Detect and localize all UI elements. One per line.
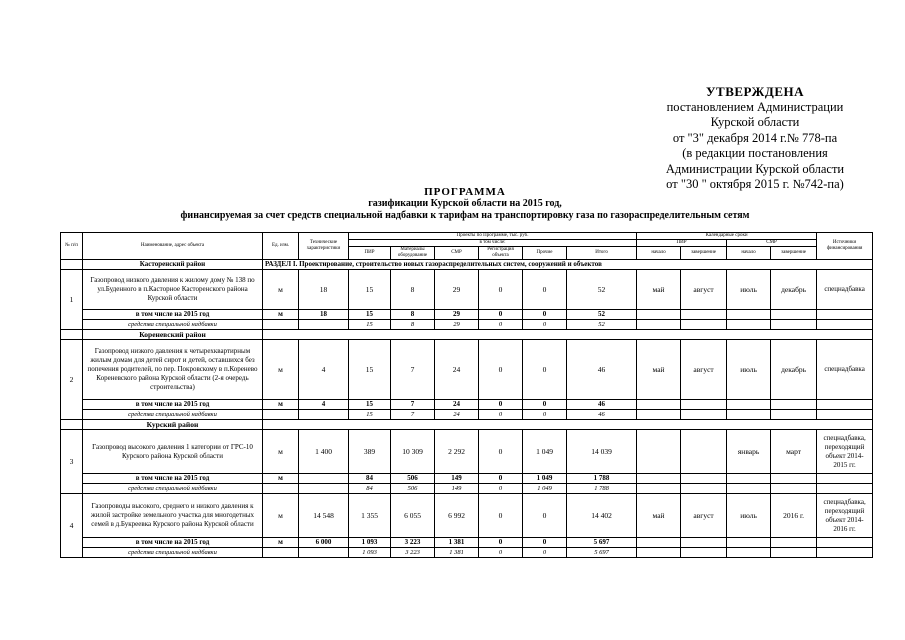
cell-equip: 506 [391,484,435,494]
district-heading: Касторенский район [83,260,263,270]
table-header [61,233,873,260]
cell-unit: м [263,340,299,400]
cell-smr-end: 2016 г. [771,494,817,538]
approval-line: постановлением Администрации [666,99,844,114]
cell-pir-end: август [681,494,727,538]
header-cost: Проекты по Программе, тыс. руб. [349,233,637,240]
cell-unit: м [263,474,299,484]
approval-title: УТВЕРЖДЕНА [705,84,804,99]
cell-total: 52 [567,320,637,330]
cell-other: 0 [523,320,567,330]
header-name: Наименование, адрес объекта [83,233,263,260]
district-heading: Кореневский район [83,330,263,340]
cell-unit: м [263,430,299,474]
cell-pir: 389 [349,430,391,474]
cell-pir: 84 [349,474,391,484]
header-total: Итого [567,247,637,260]
cell-smr: 24 [435,400,479,410]
approval-line: (в редакции постановления [682,146,828,160]
cell-equip: 8 [391,320,435,330]
cell-reg: 0 [479,474,523,484]
cell-pir: 15 [349,320,391,330]
cell-smr: 29 [435,270,479,310]
cell-other: 0 [523,310,567,320]
cell-tech: 1 400 [299,430,349,474]
cell-pir: 15 [349,410,391,420]
row-num: 1 [61,270,83,330]
cell-reg: 0 [479,400,523,410]
object-name: Газопровод низкого давления к жилому дому № 138 по ул.Буденного в п.Касторное Касторенского района Курской области [83,270,263,310]
program-subtitle: газификации Курской области на 2015 год, [368,198,562,209]
header-num: № п/п [61,233,83,260]
cell-equip: 506 [391,474,435,484]
table-row [61,430,873,474]
cell-other: 1 049 [523,430,567,474]
special-label: средства специальной надбавки [83,548,263,558]
cell-smr-start: июль [727,494,771,538]
cell-total: 46 [567,400,637,410]
cell-smr-start: июль [727,270,771,310]
cell-reg: 0 [479,538,523,548]
cell-total: 46 [567,340,637,400]
section-heading: РАЗДЕЛ I. Проектирование, строительство новых газораспределительных систем, сооружений и объектов [263,260,873,270]
header-calendar: Календарные сроки [637,233,817,240]
cell-pir: 1 093 [349,548,391,558]
special-label: средства специальной надбавки [83,410,263,420]
program-subtitle: финансируемая за счет средств специальной надбавки к тарифам на транспортировку газа по газораспределительным сетям [180,210,750,221]
cell-other: 0 [523,340,567,400]
cell-total: 1 788 [567,484,637,494]
cell-total: 14 402 [567,494,637,538]
cell-unit: м [263,494,299,538]
cell-pir-end [681,430,727,474]
header-cal-smr: СМР [727,240,817,247]
header-tech: Технические характеристики [299,233,349,260]
cell-smr: 149 [435,484,479,494]
row-num: 3 [61,430,83,494]
cell-equip: 3 223 [391,548,435,558]
cell-smr-end: декабрь [771,270,817,310]
cell-pir-end: август [681,270,727,310]
cell-total: 52 [567,310,637,320]
cell-unit: м [263,310,299,320]
cell-source: спецнадбавка [817,340,873,400]
cell-pir-start: май [637,340,681,400]
cell-equip: 3 223 [391,538,435,548]
cell-smr-start: июль [727,340,771,400]
header-smr-start: начало [727,247,771,260]
header-cal-pir: ПИР [637,240,727,247]
cell-tech: 14 548 [299,494,349,538]
table-row [61,494,873,538]
row-num: 4 [61,494,83,558]
table-row [61,340,873,400]
cell-reg: 0 [479,548,523,558]
cell-smr: 2 292 [435,430,479,474]
year-label: в том числе на 2015 год [83,538,263,548]
cell-reg: 0 [479,270,523,310]
cell-pir: 1 093 [349,538,391,548]
cell-pir: 15 [349,400,391,410]
cell-other: 0 [523,400,567,410]
cell-smr: 29 [435,310,479,320]
cell-pir: 1 355 [349,494,391,538]
cell-smr-end: март [771,430,817,474]
row-num: 2 [61,340,83,420]
cell-equip: 8 [391,270,435,310]
cell-other: 0 [523,548,567,558]
header-pir: ПИР [349,247,391,260]
year-label: в том числе на 2015 год [83,310,263,320]
cell-reg: 0 [479,410,523,420]
cell-total: 46 [567,410,637,420]
cell-tech: 4 [299,400,349,410]
cell-other: 0 [523,270,567,310]
cell-reg: 0 [479,340,523,400]
cell-other: 0 [523,494,567,538]
cell-equip: 7 [391,400,435,410]
cell-smr-start: январь [727,430,771,474]
table-row [61,310,873,320]
program-table [60,232,873,558]
cell-equip: 7 [391,340,435,400]
table-row [61,410,873,420]
cell-smr: 24 [435,410,479,420]
year-label: в том числе на 2015 год [83,474,263,484]
cell-smr: 1 381 [435,548,479,558]
cell-equip: 6 055 [391,494,435,538]
table-body [61,260,873,558]
cell-tech: 18 [299,310,349,320]
approval-line: от "30 " октября 2015 г. №742-па) [666,177,844,191]
cell-tech: 6 000 [299,538,349,548]
object-name: Газопровод высокого давления 1 категории от ГРС-10 Курского района Курской области [83,430,263,474]
cell-pir: 84 [349,484,391,494]
table-row [61,270,873,310]
cell-smr-end: декабрь [771,340,817,400]
table-row [61,400,873,410]
cell-smr: 1 381 [435,538,479,548]
header-other: Прочие [523,247,567,260]
cell-total: 14 039 [567,430,637,474]
table-row [61,474,873,484]
cell-source: спецнадбавка [817,270,873,310]
header-reg: Регистрация объекта [479,247,523,260]
cell-reg: 0 [479,310,523,320]
cell-unit: м [263,538,299,548]
cell-source: спецнадбавка, переходящий объект 2014-2015 гг. [817,430,873,474]
cell-smr: 24 [435,340,479,400]
table-row [61,548,873,558]
table-row [61,484,873,494]
header-source: Источники финансирования [817,233,873,260]
program-title: ПРОГРАММА [424,186,506,198]
cell-equip: 10 309 [391,430,435,474]
approval-line: Администрации Курской области [665,161,845,176]
cell-pir: 15 [349,340,391,400]
cell-source: спецнадбавка, переходящий объект 2014-2016 гг. [817,494,873,538]
cell-reg: 0 [479,430,523,474]
cell-smr: 29 [435,320,479,330]
table-row [61,538,873,548]
cell-reg: 0 [479,494,523,538]
approval-line: Курской области [710,115,800,129]
cell-total: 52 [567,270,637,310]
cell-total: 1 788 [567,474,637,484]
header-pir-start: начало [637,247,681,260]
cell-other: 0 [523,410,567,420]
cell-equip: 8 [391,310,435,320]
cell-pir: 15 [349,270,391,310]
cell-tech: 18 [299,270,349,310]
program-heading [60,186,870,222]
cell-tech: 4 [299,340,349,400]
cell-reg: 0 [479,484,523,494]
cell-pir-start [637,430,681,474]
cell-pir-end: август [681,340,727,400]
cell-unit: м [263,400,299,410]
cell-pir-start: май [637,270,681,310]
object-name: Газопроводы высокого, среднего и низкого давления к жилой застройке земельного участка для многодетных семей в д.Букреевка Курского района Курской области [83,494,263,538]
cell-smr: 6 992 [435,494,479,538]
district-heading: Курский район [83,420,263,430]
cell-smr: 149 [435,474,479,484]
header-incl: в том числе: [349,240,637,247]
cell-other: 1 049 [523,474,567,484]
cell-other: 0 [523,538,567,548]
cell-tech [299,474,349,484]
cell-equip: 7 [391,410,435,420]
cell-pir-start: май [637,494,681,538]
object-name: Газопровод низкого давления к четырехквартирным жилым домам для детей сирот и детей, оставшихся без попечения родителей, по пер. Покровскому в п.Коренево Кореневского района Курской области (2-я очередь строительства) [83,340,263,400]
cell-total: 5 697 [567,538,637,548]
header-equip: Материалы оборудование [391,247,435,260]
cell-other: 1 049 [523,484,567,494]
year-label: в том числе на 2015 год [83,400,263,410]
special-label: средства специальной надбавки [83,484,263,494]
cell-reg: 0 [479,320,523,330]
cell-pir: 15 [349,310,391,320]
header-smr-end: завершение [771,247,817,260]
approval-line: от "3" декабря 2014 г.№ 778-па [672,130,838,145]
table-row [61,320,873,330]
header-unit: Ед. изм. [263,233,299,260]
header-pir-end: завершение [681,247,727,260]
cell-unit: м [263,270,299,310]
header-smr: СМР [435,247,479,260]
approval-stamp [630,84,880,193]
special-label: средства специальной надбавки [83,320,263,330]
cell-total: 5 697 [567,548,637,558]
